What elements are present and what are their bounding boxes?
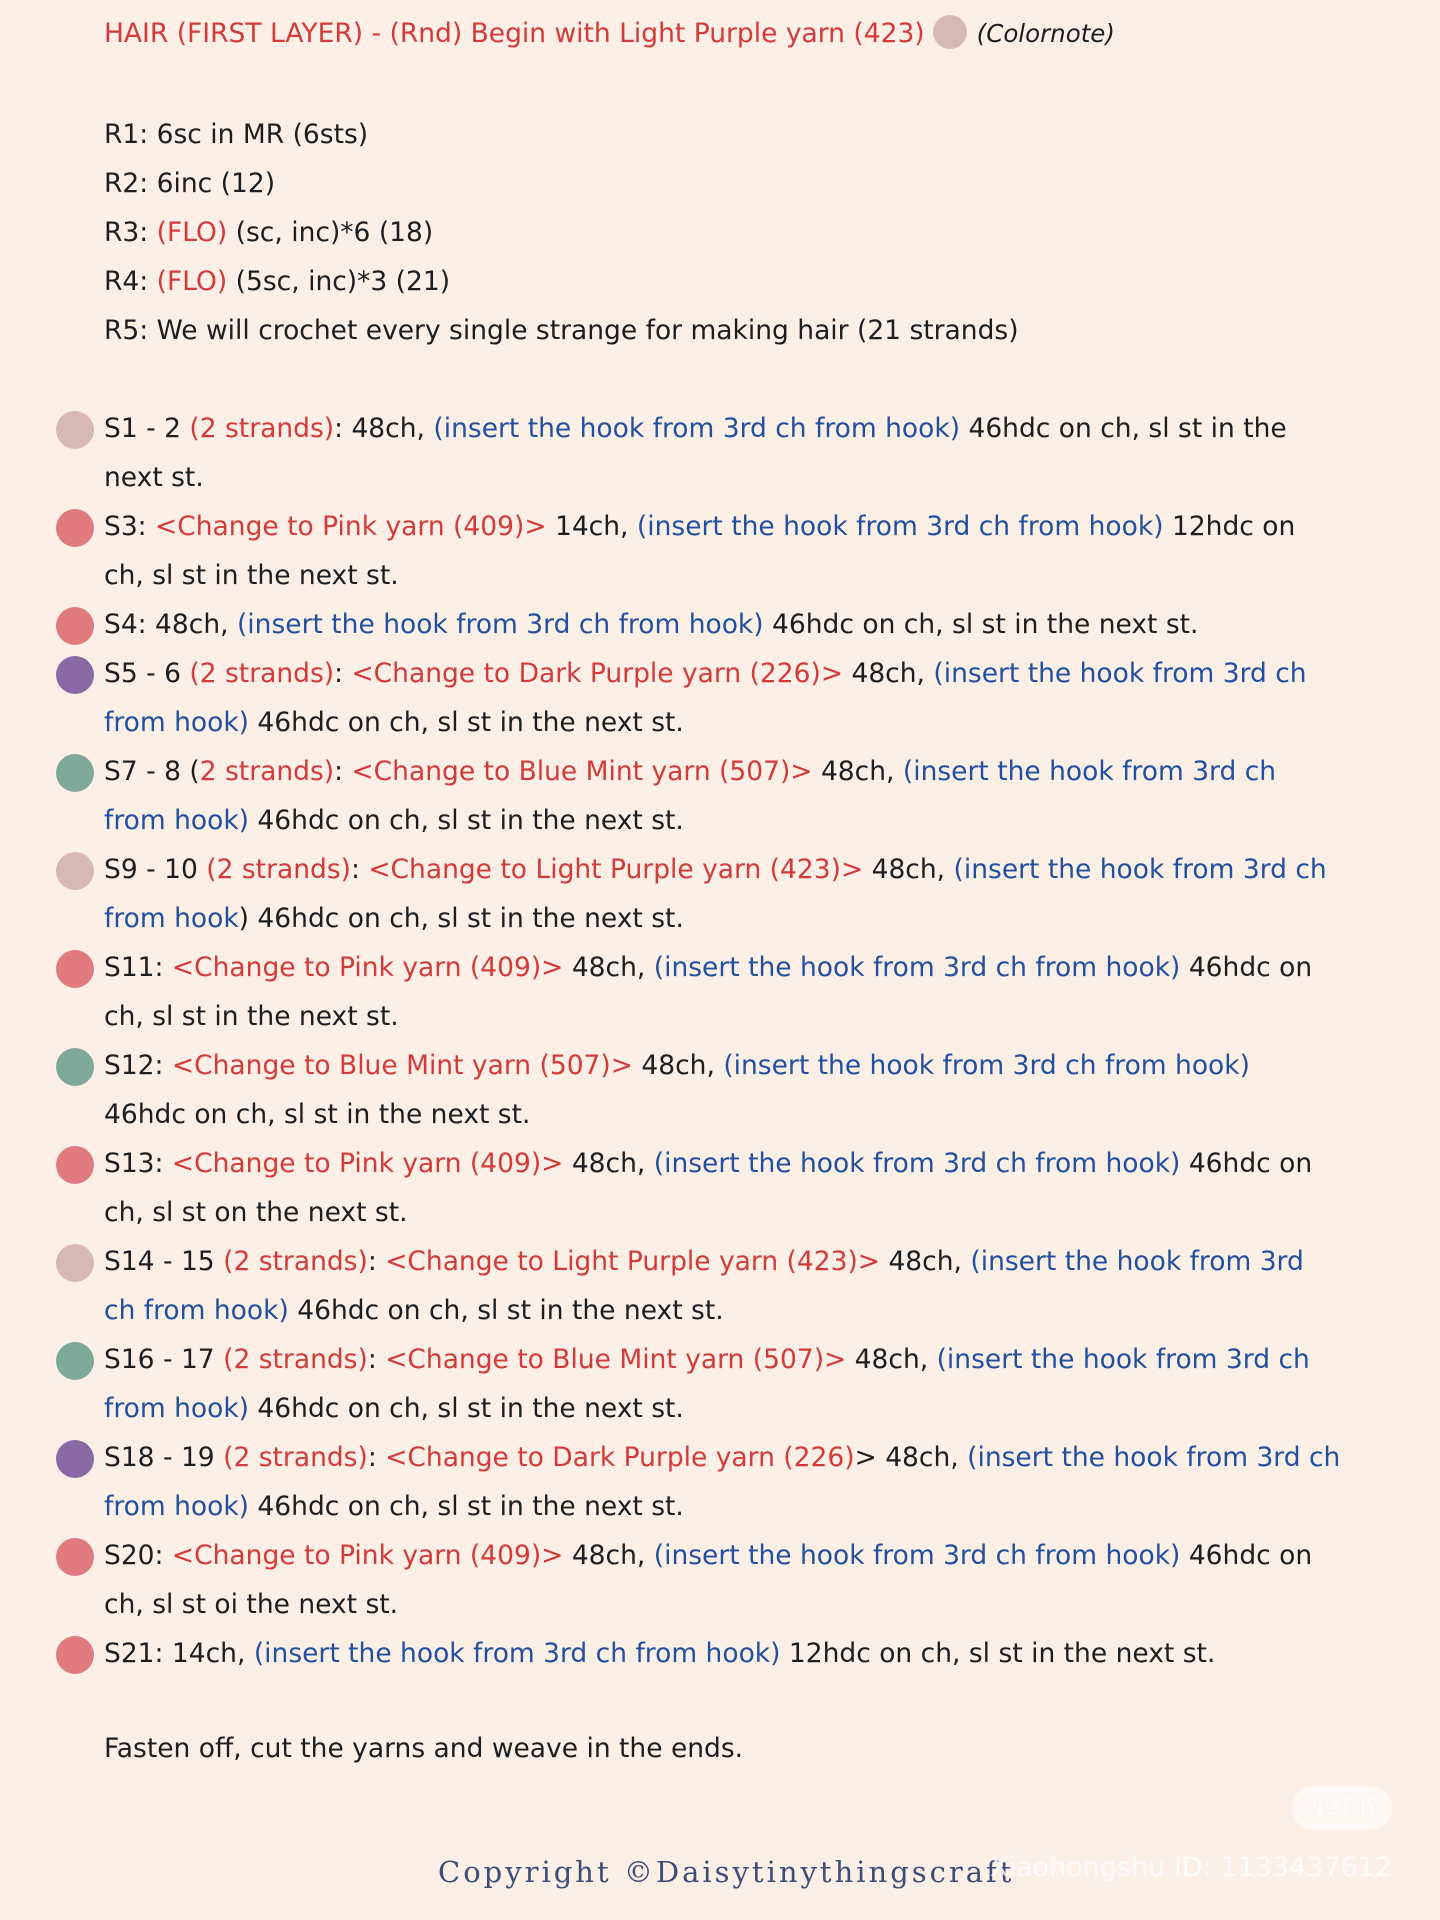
round-label: R1: bbox=[104, 119, 149, 150]
instruction-text: S21: 14ch, bbox=[104, 1638, 254, 1669]
flo-tag: (FLO) bbox=[148, 266, 228, 297]
highlight-blue-text: (insert the hook from 3rd ch bbox=[902, 756, 1277, 787]
round-text: 6sc in MR (6sts) bbox=[148, 119, 369, 150]
instruction-text: S4: 48ch, bbox=[104, 609, 237, 640]
strand-line bbox=[104, 600, 1404, 649]
highlight-red-text: 2 strands) bbox=[199, 756, 335, 787]
copyright-text: Copyright ©Daisytinythingscraft bbox=[438, 1855, 1015, 1889]
instruction-text: ch, sl st in the next st. bbox=[104, 1001, 399, 1032]
round-label: R3: bbox=[104, 217, 149, 248]
strand-row bbox=[104, 943, 1404, 1041]
instruction-text: 46hdc on ch, sl st in the next st. bbox=[288, 1295, 724, 1326]
instruction-text: 48ch, bbox=[563, 1540, 654, 1571]
strand-list bbox=[104, 404, 1404, 1678]
strand-line bbox=[104, 1629, 1404, 1678]
instruction-text: : bbox=[367, 1442, 386, 1473]
round-row bbox=[104, 208, 1404, 257]
instruction-text: 46hdc on ch, sl st in the next st. bbox=[104, 1099, 531, 1130]
round-text: 6inc (12) bbox=[148, 168, 276, 199]
highlight-blue-text: (insert the hook from 3rd ch from hook) bbox=[236, 609, 764, 640]
highlight-blue-text: from hook) bbox=[104, 805, 249, 836]
highlight-red-text: <Change to Pink yarn (409)> bbox=[155, 511, 547, 542]
instruction-text: ch, sl st on the next st. bbox=[104, 1197, 408, 1228]
round-text: (sc, inc)*6 (18) bbox=[227, 217, 434, 248]
yarn-color-dot-icon bbox=[56, 852, 94, 890]
instruction-text: : bbox=[367, 1246, 386, 1277]
instruction-text: 12hdc on bbox=[1163, 511, 1296, 542]
yarn-color-dot-icon bbox=[56, 411, 94, 449]
strand-row bbox=[104, 649, 1404, 747]
light-purple-color-dot-icon bbox=[933, 15, 967, 49]
strand-line bbox=[104, 1335, 1404, 1384]
spacer bbox=[104, 355, 1404, 404]
yarn-color-dot-icon bbox=[56, 1538, 94, 1576]
strand-line bbox=[104, 698, 1404, 747]
strand-line bbox=[104, 1139, 1404, 1188]
strand-line bbox=[104, 649, 1404, 698]
strand-line bbox=[104, 551, 1404, 600]
strand-row bbox=[104, 845, 1404, 943]
instruction-text: : 48ch, bbox=[334, 413, 434, 444]
fasten-off-text: Fasten off, cut the yarns and weave in the ends. bbox=[104, 1733, 744, 1764]
highlight-blue-text: (insert the hook from 3rd ch from hook) bbox=[636, 511, 1164, 542]
flo-tag: (FLO) bbox=[148, 217, 228, 248]
round-label: R5: bbox=[104, 315, 149, 346]
instruction-text: ch, sl st in the next st. bbox=[104, 560, 399, 591]
instruction-text: S7 - 8 ( bbox=[104, 756, 200, 787]
strand-line bbox=[104, 404, 1404, 453]
highlight-blue-text: (insert the hook from 3rd ch from hook) bbox=[723, 1050, 1250, 1081]
instruction-text: 48ch, bbox=[846, 1344, 937, 1375]
round-row bbox=[104, 110, 1404, 159]
highlight-red-text: (2 strands) bbox=[223, 1344, 368, 1375]
instruction-text: S14 - 15 bbox=[104, 1246, 224, 1277]
instruction-text: > 48ch, bbox=[854, 1442, 968, 1473]
instruction-text: 46hdc on ch, sl st in the next st. bbox=[763, 609, 1199, 640]
highlight-red-text: (2 strands) bbox=[223, 1246, 368, 1277]
instruction-text: S20: bbox=[104, 1540, 172, 1571]
watermark-text: Xiaohongshu ID: 1133437612 bbox=[990, 1852, 1393, 1883]
strand-line bbox=[104, 1188, 1404, 1237]
instruction-text: 48ch, bbox=[843, 658, 934, 689]
strand-line bbox=[104, 453, 1404, 502]
instruction-text: S11: bbox=[104, 952, 172, 983]
yarn-color-dot-icon bbox=[56, 1636, 94, 1674]
instruction-text: S16 - 17 bbox=[104, 1344, 224, 1375]
highlight-red-text: <Change to Light Purple yarn (423)> bbox=[368, 854, 864, 885]
strand-row bbox=[104, 747, 1404, 845]
highlight-red-text: <Change to Blue Mint yarn (507)> bbox=[171, 1050, 633, 1081]
highlight-blue-text: (insert the hook from 3rd ch from hook) bbox=[653, 1540, 1181, 1571]
instruction-text: next st. bbox=[104, 462, 204, 493]
yarn-color-dot-icon bbox=[56, 509, 94, 547]
strand-line bbox=[104, 992, 1404, 1041]
instruction-text: S1 - 2 bbox=[104, 413, 190, 444]
instruction-text: S18 - 19 bbox=[104, 1442, 224, 1473]
strand-line bbox=[104, 1531, 1404, 1580]
round-text: (5sc, inc)*3 (21) bbox=[227, 266, 451, 297]
instruction-text: 48ch, bbox=[563, 1148, 654, 1179]
highlight-blue-text: ch from hook) bbox=[104, 1295, 289, 1326]
strand-line bbox=[104, 845, 1404, 894]
instruction-text: 48ch, bbox=[863, 854, 954, 885]
strand-row bbox=[104, 1433, 1404, 1531]
highlight-blue-text: (insert the hook from 3rd ch bbox=[936, 1344, 1310, 1375]
instruction-text: 46hdc on bbox=[1180, 1148, 1313, 1179]
highlight-red-text: <Change to Blue Mint yarn (507)> bbox=[385, 1344, 847, 1375]
highlight-blue-text: (insert the hook from 3rd ch from hook) bbox=[253, 1638, 781, 1669]
yarn-color-dot-icon bbox=[56, 1342, 94, 1380]
strand-row bbox=[104, 600, 1404, 649]
yarn-color-dot-icon bbox=[56, 607, 94, 645]
instruction-text: : bbox=[334, 756, 352, 787]
highlight-blue-text: from hook) bbox=[104, 1491, 249, 1522]
instruction-text: ch, sl st oi the next st. bbox=[104, 1589, 399, 1620]
yarn-color-dot-icon bbox=[56, 1244, 94, 1282]
highlight-red-text: <Change to Pink yarn (409)> bbox=[171, 1540, 564, 1571]
strand-line bbox=[104, 894, 1404, 943]
highlight-red-text: <Change to Dark Purple yarn (226) bbox=[385, 1442, 855, 1473]
colornote-label: (Colornote) bbox=[976, 19, 1115, 48]
highlight-red-text: <Change to Light Purple yarn (423)> bbox=[385, 1246, 881, 1277]
title-text: HAIR (FIRST LAYER) - (Rnd) Begin with Light Purple yarn (423) bbox=[104, 18, 925, 49]
yarn-color-dot-icon bbox=[56, 1146, 94, 1184]
instruction-text: S13: bbox=[104, 1148, 172, 1179]
logo-text: 小红书 bbox=[1308, 1795, 1375, 1820]
highlight-red-text: <Change to Dark Purple yarn (226)> bbox=[351, 658, 844, 689]
highlight-blue-text: (insert the hook from 3rd ch from hook) bbox=[653, 1148, 1181, 1179]
instruction-text: 48ch, bbox=[812, 756, 903, 787]
highlight-red-text: (2 strands) bbox=[189, 413, 335, 444]
strand-row bbox=[104, 1335, 1404, 1433]
strand-line bbox=[104, 943, 1404, 992]
highlight-blue-text: from hook) bbox=[104, 1393, 249, 1424]
yarn-color-dot-icon bbox=[56, 754, 94, 792]
instruction-text: 46hdc on bbox=[1180, 1540, 1313, 1571]
round-text: We will crochet every single strange for making hair (21 strands) bbox=[148, 315, 1019, 346]
instruction-text: 48ch, bbox=[563, 952, 654, 983]
strand-row bbox=[104, 1041, 1404, 1139]
strand-line bbox=[104, 1482, 1404, 1531]
strand-line bbox=[104, 502, 1404, 551]
highlight-blue-text: (insert the hook from 3rd ch bbox=[953, 854, 1327, 885]
instruction-text: 46hdc on ch, sl st in the next st. bbox=[249, 1393, 684, 1424]
instruction-text: : bbox=[350, 854, 369, 885]
yarn-color-dot-icon bbox=[56, 1440, 94, 1478]
instruction-text: S3: bbox=[104, 511, 156, 542]
highlight-red-text: <Change to Pink yarn (409)> bbox=[171, 952, 564, 983]
round-row bbox=[104, 257, 1404, 306]
strand-line bbox=[104, 1580, 1404, 1629]
instruction-text: 46hdc on ch, sl st in the next st. bbox=[249, 805, 684, 836]
highlight-blue-text: from hook bbox=[104, 903, 239, 934]
yarn-color-dot-icon bbox=[56, 1048, 94, 1086]
instruction-text: 12hdc on ch, sl st in the next st. bbox=[780, 1638, 1216, 1669]
yarn-color-dot-icon bbox=[56, 950, 94, 988]
pattern-rows bbox=[104, 110, 1404, 1678]
strand-line bbox=[104, 796, 1404, 845]
strand-row bbox=[104, 1237, 1404, 1335]
instruction-text: 46hdc on ch, sl st in the next st. bbox=[249, 1491, 684, 1522]
instruction-text: : bbox=[334, 658, 352, 689]
instruction-text: 48ch, bbox=[632, 1050, 724, 1081]
strand-row bbox=[104, 404, 1404, 502]
strand-row bbox=[104, 1139, 1404, 1237]
highlight-blue-text: (insert the hook from 3rd bbox=[970, 1246, 1304, 1277]
instruction-text: 46hdc on bbox=[1180, 952, 1313, 983]
highlight-blue-text: (insert the hook from 3rd ch bbox=[933, 658, 1307, 689]
instruction-text: : bbox=[367, 1344, 386, 1375]
strand-row bbox=[104, 1531, 1404, 1629]
strand-row bbox=[104, 1629, 1404, 1678]
instruction-text: S12: bbox=[104, 1050, 172, 1081]
round-label: R4: bbox=[104, 266, 149, 297]
strand-line bbox=[104, 1090, 1404, 1139]
yarn-color-dot-icon bbox=[56, 656, 94, 694]
highlight-blue-text: (insert the hook from 3rd ch from hook) bbox=[653, 952, 1181, 983]
highlight-blue-text: from hook) bbox=[104, 707, 249, 738]
highlight-red-text: (2 strands) bbox=[206, 854, 351, 885]
round-row bbox=[104, 306, 1404, 355]
highlight-blue-text: (insert the hook from 3rd ch bbox=[967, 1442, 1341, 1473]
instruction-text: 48ch, bbox=[880, 1246, 971, 1277]
instruction-text: 46hdc on ch, sl st in the bbox=[960, 413, 1287, 444]
section-title bbox=[104, 12, 1115, 56]
highlight-red-text: (2 strands) bbox=[223, 1442, 368, 1473]
strand-line bbox=[104, 1433, 1404, 1482]
strand-line bbox=[104, 747, 1404, 796]
instruction-text: 46hdc on ch, sl st in the next st. bbox=[249, 707, 684, 738]
highlight-blue-text: (insert the hook from 3rd ch from hook) bbox=[433, 413, 961, 444]
highlight-red-text: (2 strands) bbox=[189, 658, 335, 689]
strand-line bbox=[104, 1041, 1404, 1090]
round-label: R2: bbox=[104, 168, 149, 199]
instruction-text: S5 - 6 bbox=[104, 658, 190, 689]
xiaohongshu-logo-icon bbox=[1292, 1786, 1392, 1830]
strand-row bbox=[104, 502, 1404, 600]
round-row bbox=[104, 159, 1404, 208]
instruction-text: S9 - 10 bbox=[104, 854, 207, 885]
instruction-text: 14ch, bbox=[546, 511, 637, 542]
strand-line bbox=[104, 1286, 1404, 1335]
highlight-red-text: <Change to Blue Mint yarn (507)> bbox=[351, 756, 813, 787]
strand-line bbox=[104, 1384, 1404, 1433]
instruction-text: ) 46hdc on ch, sl st in the next st. bbox=[238, 903, 684, 934]
strand-line bbox=[104, 1237, 1404, 1286]
highlight-red-text: <Change to Pink yarn (409)> bbox=[171, 1148, 564, 1179]
